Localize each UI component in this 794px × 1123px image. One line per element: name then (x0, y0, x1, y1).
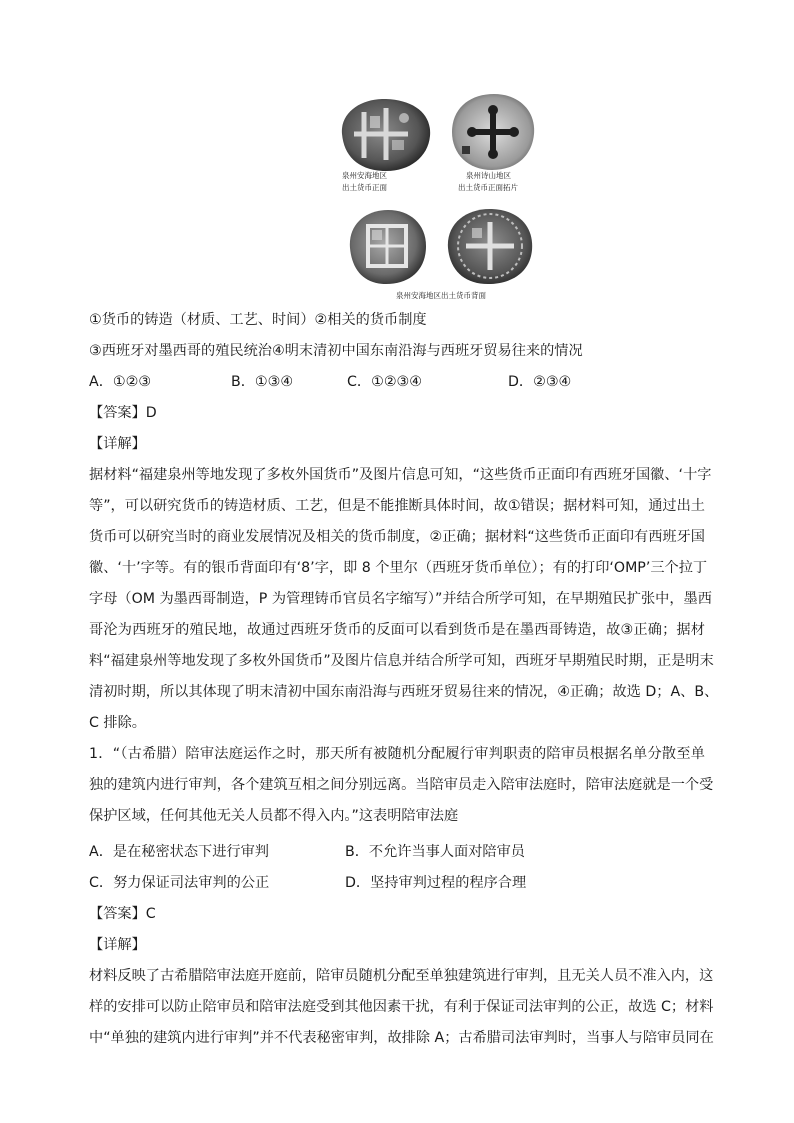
q1-stem-line: 1．“（古希腊）陪审法庭运作之时，那天所有被随机分配履行审判职责的陪审员根据名单分散至单 (89, 746, 705, 762)
q0-detail-line: 徽、‘十’字等。有的银币背面印有‘8’字，即 8 个里尔（西班牙货币单位）；有的打印‘OMP’三个拉丁 (89, 560, 708, 576)
q0-detail-label: 【详解】 (89, 436, 146, 452)
caption-anhai-front-1: 泉州安海地区 (342, 171, 387, 180)
q0-detail-line: 清初时期，所以其体现了明末清初中国东南沿海与西班牙贸易往来的情况，④正确；故选 D；A、B、 (89, 684, 719, 700)
q0-option-b: B．①③④ (231, 374, 294, 390)
caption-anhai-front-2: 出土货币正面 (342, 183, 387, 192)
q0-detail-line: C 排除。 (89, 715, 146, 731)
q1-option-b: B．不允许当事人面对陪审员 (345, 844, 525, 860)
q0-detail-line: 货币可以研究当时的商业发展情况及相关的货币制度，②正确；据材料“这些货币正面印有西班牙国 (89, 529, 705, 545)
q0-option-a: A．①②③ (89, 374, 152, 390)
caption-shishan-front-2: 出土货币正面拓片 (458, 183, 518, 192)
q0-detail-line: 等”，可以研究货币的铸造材质、工艺，但是不能推断具体时间，故①错误；据材料可知，通过出土 (89, 498, 705, 514)
q0-option-c: C．①②③④ (347, 374, 422, 390)
q0-detail-line: 字母（OM 为墨西哥制造，P 为管理铸币官员名字缩写）”并结合所学可知，在早期殖民扩张中，墨西 (89, 591, 712, 607)
q0-statement-1: ①货币的铸造（材质、工艺、时间）②相关的货币制度 (89, 312, 427, 328)
q1-stem-line: 独的建筑内进行审判，各个建筑互相之间分别远离。当陪审员走入陪审法庭时，陪审法庭就是一个受 (89, 777, 714, 793)
caption-shishan-front-1: 泉州诗山地区 (466, 171, 511, 180)
q1-stem-line: 保护区域，任何其他无关人员都不得入内。”这表明陪审法庭 (89, 808, 459, 824)
coin-front-anhai-image (334, 94, 436, 176)
q1-answer: 【答案】C (89, 906, 156, 922)
caption-anhai-back: 泉州安海地区出土货币背面 (396, 291, 486, 300)
q0-option-d: D．②③④ (508, 374, 572, 390)
q0-detail-line: 料“福建泉州等地发现了多枚外国货币”及图片信息并结合所学可知，西班牙早期殖民时期，正是明末 (89, 653, 714, 669)
q0-detail-line: 据材料“福建泉州等地发现了多枚外国货币”及图片信息可知，“这些货币正面印有西班牙国徽、‘十字 (89, 467, 712, 483)
coin-back-anhai-2-image (442, 204, 538, 288)
q0-statement-2: ③西班牙对墨西哥的殖民统治④明末清初中国东南沿海与西班牙贸易往来的情况 (89, 343, 583, 359)
q1-option-c: C．努力保证司法审判的公正 (89, 875, 270, 891)
coin-figure (330, 88, 548, 306)
q1-detail-line: 样的安排可以防止陪审员和陪审法庭受到其他因素干扰，有利于保证司法审判的公正，故选 C；材料 (89, 999, 714, 1015)
q1-detail-line: 中“单独的建筑内进行审判”并不代表秘密审判，故排除 A；古希腊司法审判时，当事人与陪审员同在 (89, 1030, 714, 1046)
q0-detail-line: 哥沦为西班牙的殖民地，故通过西班牙货币的反面可以看到货币是在墨西哥铸造，故③正确；据材 (89, 622, 705, 638)
q0-answer: 【答案】D (89, 405, 157, 421)
q1-detail-label: 【详解】 (89, 937, 146, 953)
q1-option-d: D．坚持审判过程的程序合理 (345, 875, 527, 891)
coin-back-anhai-1-image (344, 206, 430, 288)
q1-option-a: A．是在秘密状态下进行审判 (89, 844, 269, 860)
q1-detail-line: 材料反映了古希腊陪审法庭开庭前，陪审员随机分配至单独建筑进行审判，且无关人员不准入内，这 (89, 968, 714, 984)
coin-front-shishan-rubbing-image (446, 90, 540, 174)
